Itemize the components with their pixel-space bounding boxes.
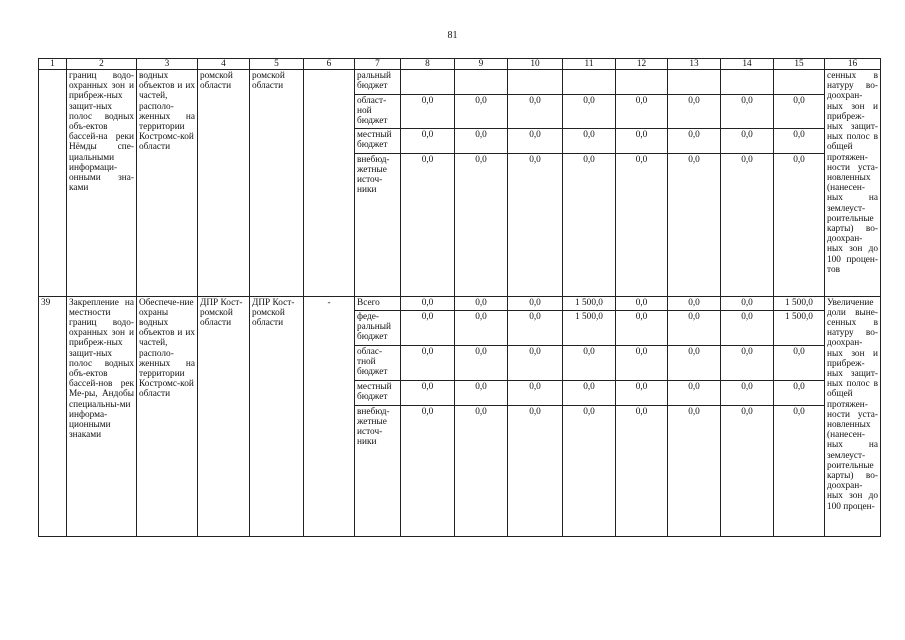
amount-cell: 0,0 [401, 153, 455, 296]
funding-source: местный бюджет [355, 380, 401, 405]
measure-goal: Обеспече-ние охраны водных объектов и их частей, располо-женных на территории Костромс-кой области [137, 296, 198, 536]
amount-cell: 0,0 [508, 405, 563, 536]
header-cell: 3 [137, 59, 198, 70]
amount-cell: 1 500,0 [563, 296, 616, 310]
amount-cell: 0,0 [563, 345, 616, 380]
amount-cell: 0,0 [774, 153, 825, 296]
funding-source: внебюд-жетные источ-ники [355, 405, 401, 536]
period [304, 70, 355, 297]
header-cell: 14 [721, 59, 774, 70]
amount-cell: 0,0 [508, 310, 563, 345]
amount-cell: 0,0 [616, 153, 668, 296]
header-cell: 9 [455, 59, 508, 70]
funding-source: внебюд-жетные источ-ники [355, 153, 401, 296]
executor: ромской области [250, 70, 304, 297]
amount-cell: 0,0 [455, 380, 508, 405]
amount-cell: 0,0 [668, 128, 721, 153]
amount-cell: 0,0 [401, 310, 455, 345]
amount-cell: 1 500,0 [774, 296, 825, 310]
amount-cell: 1 500,0 [563, 310, 616, 345]
amount-cell: 0,0 [455, 405, 508, 536]
funding-source: ральный бюджет [355, 70, 401, 95]
amount-cell: 0,0 [668, 380, 721, 405]
amount-cell: 0,0 [668, 405, 721, 536]
measure-name: Закрепление на местности границ водо-охранных зон и прибреж-ных защит-ных полос водных объ-ектов бассей-нов рек Ме-ры, Андобы специальны-ми информа-ционными знаками [67, 296, 137, 536]
amount-cell: 0,0 [774, 380, 825, 405]
amount-cell: 0,0 [616, 405, 668, 536]
amount-cell: 0,0 [616, 310, 668, 345]
amount-cell: 0,0 [401, 345, 455, 380]
funding-source: облас-тной бюджет [355, 345, 401, 380]
amount-cell: 0,0 [563, 405, 616, 536]
amount-cell [401, 70, 455, 95]
header-cell: 6 [304, 59, 355, 70]
amount-cell [616, 70, 668, 95]
item-number: 39 [39, 296, 67, 536]
amount-cell: 0,0 [508, 153, 563, 296]
amount-cell: 0,0 [668, 153, 721, 296]
amount-cell: 0,0 [563, 380, 616, 405]
measure-goal: водных объектов и их частей, располо-женных на территории Костромс-кой области [137, 70, 198, 297]
amount-cell: 0,0 [721, 405, 774, 536]
table-row [39, 70, 881, 95]
amount-cell: 0,0 [455, 153, 508, 296]
funding-source: Всего [355, 296, 401, 310]
amount-cell: 0,0 [401, 380, 455, 405]
amount-cell: 0,0 [616, 95, 668, 129]
amount-cell [721, 70, 774, 95]
amount-cell: 0,0 [508, 128, 563, 153]
amount-cell [563, 70, 616, 95]
table-header [39, 59, 881, 70]
amount-cell: 0,0 [401, 95, 455, 129]
amount-cell: 0,0 [721, 128, 774, 153]
amount-cell: 0,0 [563, 128, 616, 153]
amount-cell: 0,0 [563, 95, 616, 129]
amount-cell: 0,0 [563, 153, 616, 296]
coordinator: ДПР Кост-ромской области [198, 296, 250, 536]
header-cell: 8 [401, 59, 455, 70]
amount-cell: 0,0 [455, 95, 508, 129]
expected-result: Увеличение доли выне-сенных в натуру во-доохран-ных зон и прибреж-ных защит-ных полос в общей протяжен-ности уста-новленных (нанесен-ных на землеуст-роительные карты) во-доохран-ных зон до 100 процен- [825, 296, 881, 536]
amount-cell: 0,0 [508, 296, 563, 310]
amount-cell [455, 70, 508, 95]
amount-cell: 0,0 [616, 380, 668, 405]
table-row [39, 296, 881, 310]
amount-cell: 0,0 [774, 405, 825, 536]
amount-cell: 0,0 [668, 310, 721, 345]
amount-cell: 0,0 [721, 95, 774, 129]
amount-cell: 0,0 [668, 345, 721, 380]
amount-cell: 0,0 [668, 95, 721, 129]
executor: ДПР Кост-ромской области [250, 296, 304, 536]
page-number: 81 [447, 30, 458, 41]
amount-cell: 0,0 [668, 296, 721, 310]
header-cell: 16 [825, 59, 881, 70]
amount-cell: 0,0 [721, 310, 774, 345]
amount-cell: 0,0 [721, 296, 774, 310]
amount-cell: 0,0 [616, 345, 668, 380]
amount-cell: 0,0 [455, 296, 508, 310]
amount-cell: 0,0 [508, 345, 563, 380]
item-number [39, 70, 67, 297]
header-cell: 4 [198, 59, 250, 70]
funding-source: феде-ральный бюджет [355, 310, 401, 345]
amount-cell: 0,0 [455, 128, 508, 153]
amount-cell [774, 70, 825, 95]
amount-cell: 0,0 [401, 128, 455, 153]
amount-cell: 0,0 [721, 380, 774, 405]
amount-cell: 0,0 [774, 95, 825, 129]
funding-source: област-ной бюджет [355, 95, 401, 129]
amount-cell: 0,0 [774, 345, 825, 380]
amount-cell: 0,0 [508, 380, 563, 405]
amount-cell: 0,0 [774, 128, 825, 153]
amount-cell: 0,0 [721, 153, 774, 296]
header-cell: 15 [774, 59, 825, 70]
header-cell: 12 [616, 59, 668, 70]
amount-cell: 0,0 [455, 310, 508, 345]
header-cell: 13 [668, 59, 721, 70]
header-cell: 5 [250, 59, 304, 70]
period: - [304, 296, 355, 536]
column-numbers-row [39, 59, 881, 70]
amount-cell [668, 70, 721, 95]
amount-cell: 0,0 [508, 95, 563, 129]
header-cell: 11 [563, 59, 616, 70]
amount-cell: 0,0 [401, 405, 455, 536]
header-cell: 2 [67, 59, 137, 70]
amount-cell: 0,0 [721, 345, 774, 380]
amount-cell: 1 500,0 [774, 310, 825, 345]
amount-cell [508, 70, 563, 95]
header-cell: 10 [508, 59, 563, 70]
amount-cell: 0,0 [616, 128, 668, 153]
funding-source: местный бюджет [355, 128, 401, 153]
amount-cell: 0,0 [401, 296, 455, 310]
program-budget-table [38, 58, 881, 537]
measure-name: границ водо-охранных зон и прибреж-ных защит-ных полос водных объ-ектов бассей-на реки Нёмды спе-циальными информаци-онными зна-ками [67, 70, 137, 297]
amount-cell: 0,0 [455, 345, 508, 380]
amount-cell: 0,0 [616, 296, 668, 310]
header-cell: 7 [355, 59, 401, 70]
expected-result: сенных в натуру во-доохран-ных зон и прибреж-ных защит-ных полос в общей протяжен-ности уста-новленных (нанесен-ных на землеуст-роительные карты) во-доохран-ных зон до 100 процен-тов [825, 70, 881, 297]
header-cell: 1 [39, 59, 67, 70]
coordinator: ромской области [198, 70, 250, 297]
